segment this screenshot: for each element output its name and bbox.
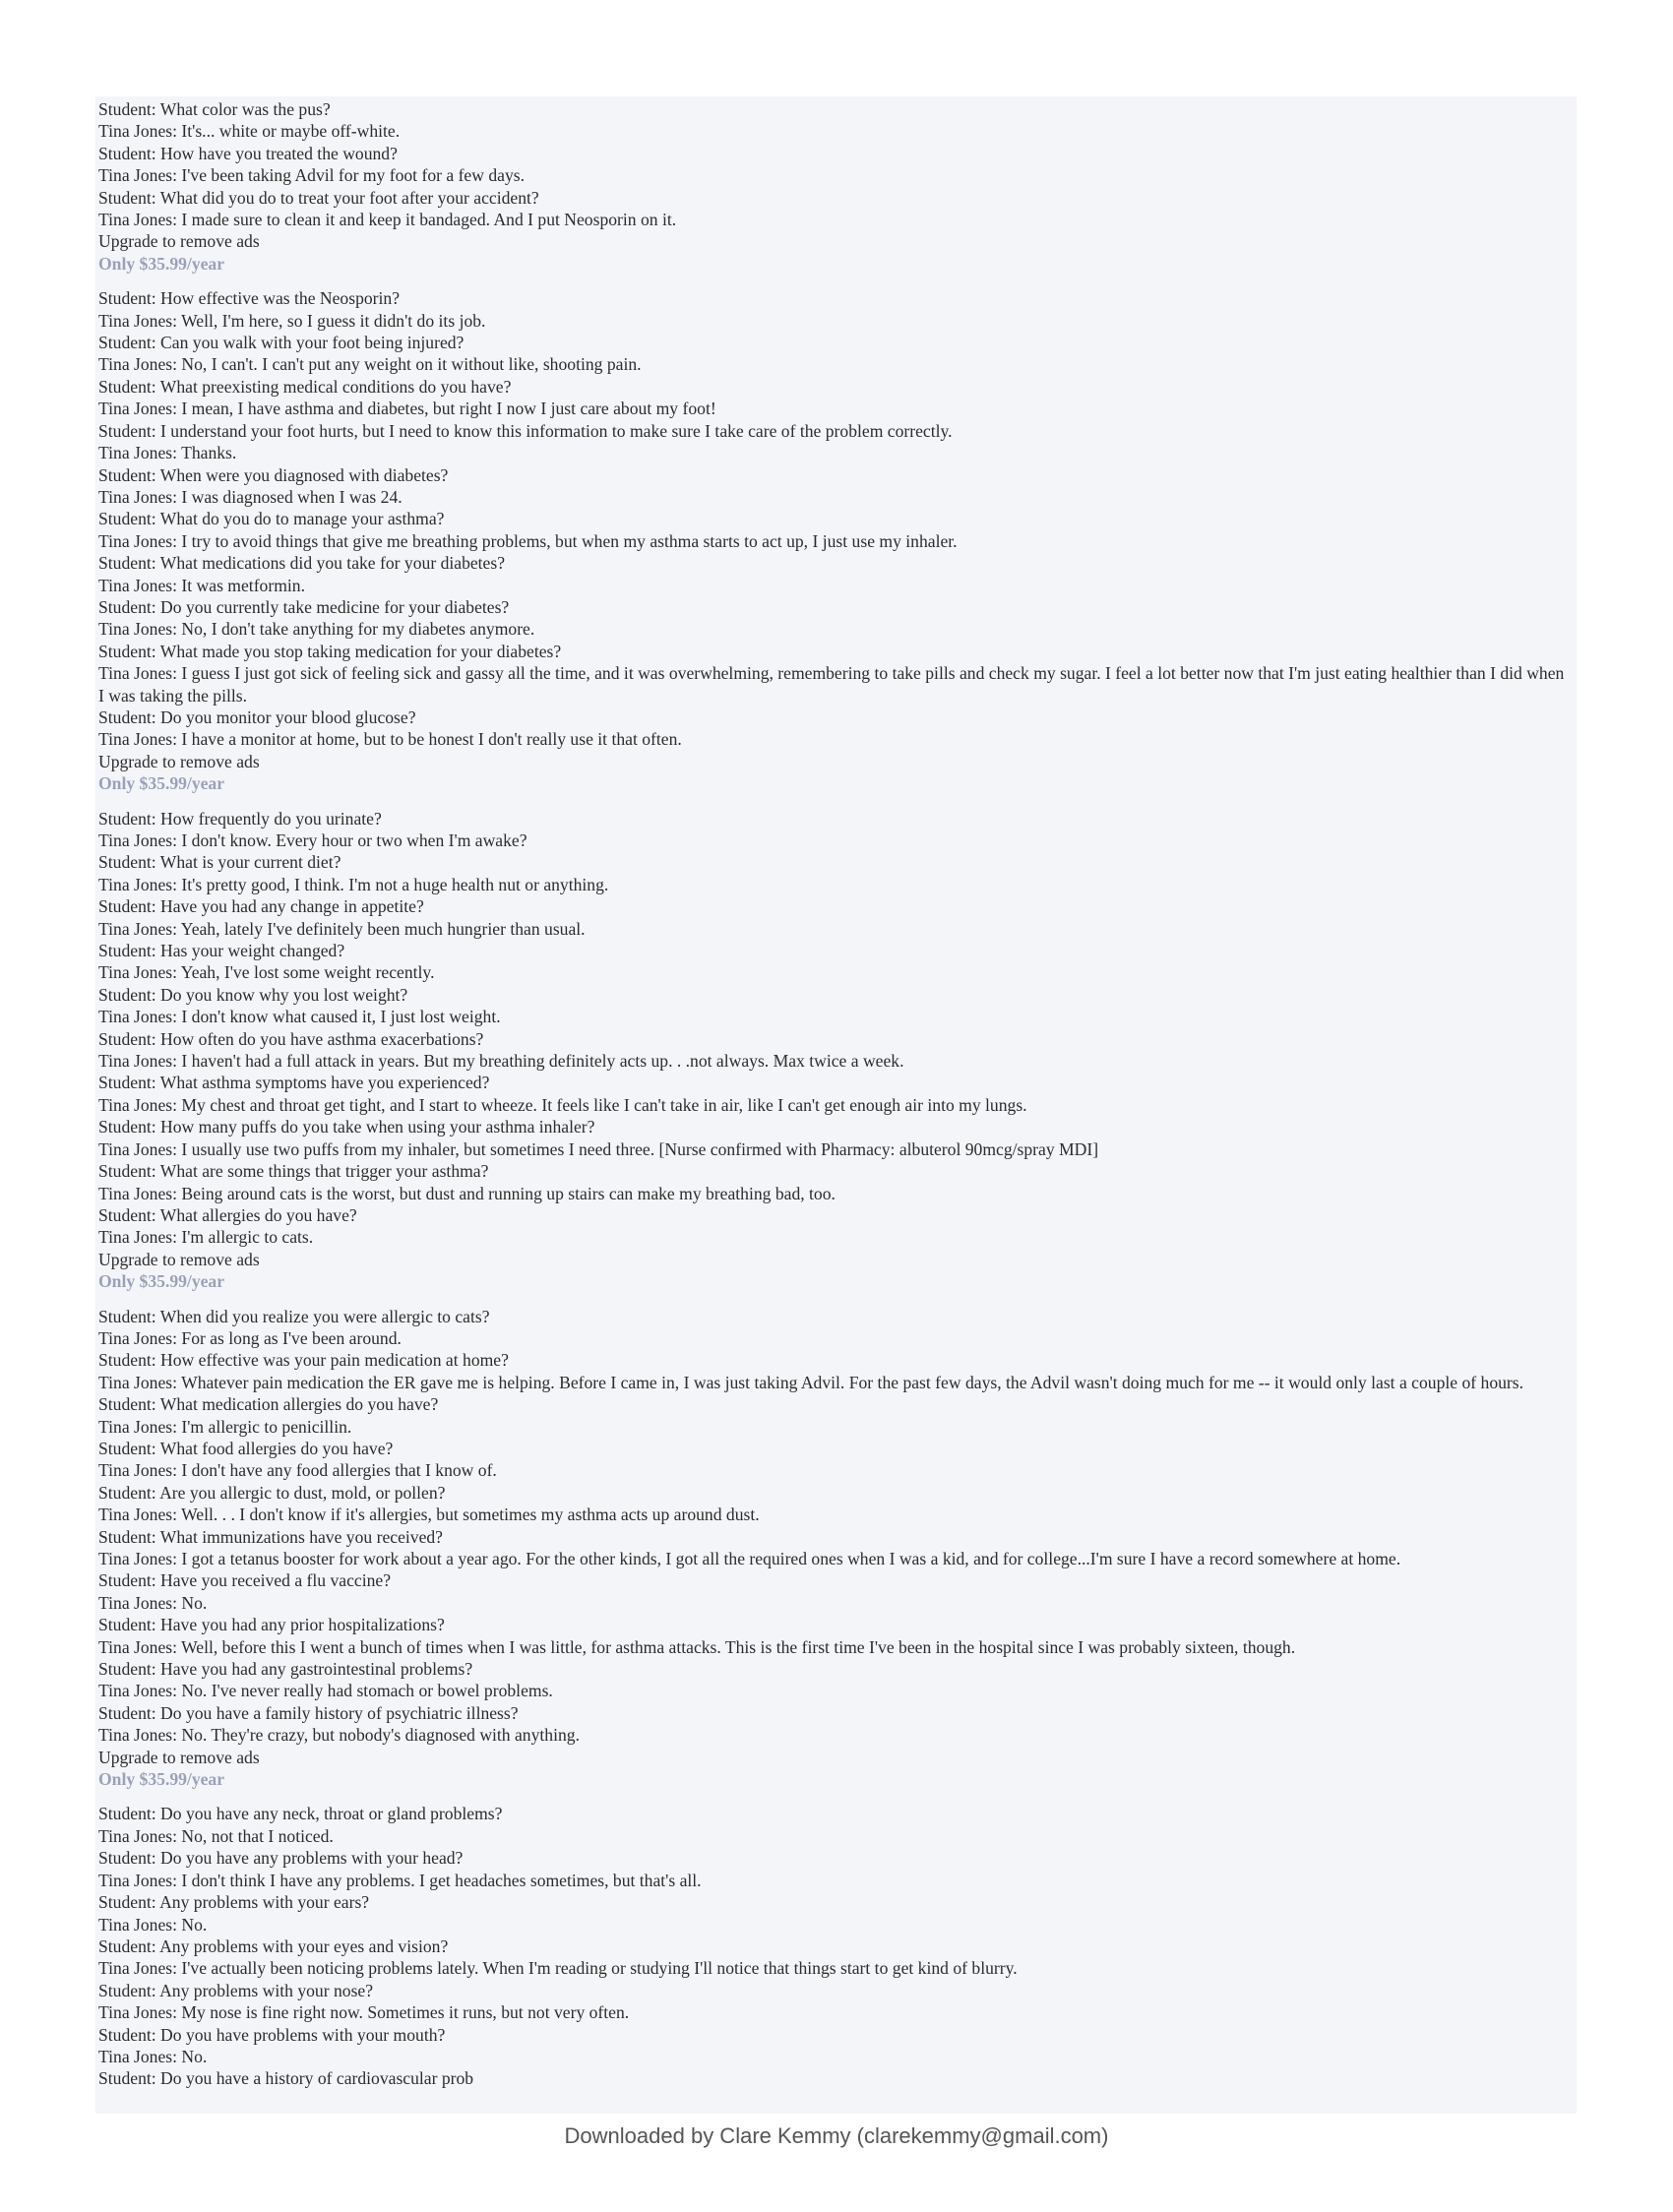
white-overlay	[607, 2145, 1259, 2212]
transcript-line: Student: Do you currently take medicine for your diabetes?	[98, 596, 510, 617]
transcript-line: Student: What allergies do you have?	[98, 1204, 357, 1225]
transcript-line: Student: Have you had any gastrointestinal problems?	[98, 1659, 473, 1680]
transcript-line: Tina Jones: No.	[98, 2046, 208, 2066]
transcript-line: Student: What preexisting medical conditions do you have?	[98, 376, 512, 397]
transcript-section	[98, 287, 1570, 794]
ad-price[interactable]: Only $35.99/year	[98, 1271, 225, 1292]
transcript-line: Tina Jones: No.	[98, 1914, 208, 1935]
transcript-line: Tina Jones: Yeah, lately I've definitely been much hungrier than usual.	[98, 918, 586, 939]
transcript-line: Tina Jones: Whatever pain medication the ER gave me is helping. Before I came in, I was just taking Advil. For the past few days, the Advil wasn't doing much for me -- it would only last a couple of hours.	[98, 1372, 1524, 1392]
transcript-line: Tina Jones: I don't have any food allergies that I know of.	[98, 1460, 497, 1481]
transcript-line: Tina Jones: Being around cats is the worst, but dust and running up stairs can make my breathing bad, too.	[98, 1183, 836, 1203]
transcript-line: Student: What asthma symptoms have you experienced?	[98, 1073, 490, 1093]
document-page	[95, 96, 1577, 2114]
transcript-line: Student: What food allergies do you have?	[98, 1438, 394, 1458]
transcript-line: Tina Jones: I don't think I have any problems. I get headaches sometimes, but that's all.	[98, 1870, 702, 1890]
transcript-line: Tina Jones: No, I don't take anything for my diabetes anymore.	[98, 619, 535, 640]
transcript-line: Student: When did you realize you were allergic to cats?	[98, 1306, 490, 1326]
transcript-line: Tina Jones: I've been taking Advil for my foot for a few days.	[98, 165, 525, 186]
transcript-line: Tina Jones: I've actually been noticing problems lately. When I'm reading or studying I'll notice that things start to get kind of blurry.	[98, 1958, 1018, 1979]
transcript-line: Student: Do you know why you lost weight?	[98, 984, 408, 1005]
transcript-line: Student: Are you allergic to dust, mold, or pollen?	[98, 1482, 446, 1503]
upgrade-link[interactable]: Upgrade to remove ads	[98, 1747, 260, 1767]
transcript-line: Student: How effective was the Neosporin?	[98, 288, 401, 309]
ad-price[interactable]: Only $35.99/year	[98, 253, 225, 274]
upgrade-link[interactable]: Upgrade to remove ads	[98, 1249, 260, 1269]
transcript-line: Tina Jones: It was metformin.	[98, 575, 305, 595]
transcript-line: Student: How many puffs do you take when using your asthma inhaler?	[98, 1117, 595, 1137]
transcript-line: Student: How have you treated the wound?	[98, 143, 398, 163]
transcript-line: Tina Jones: I was diagnosed when I was 24.	[98, 486, 403, 507]
upgrade-link[interactable]: Upgrade to remove ads	[98, 231, 260, 252]
transcript-line: Student: What medications did you take for your diabetes?	[98, 553, 506, 574]
transcript-line: Tina Jones: I haven't had a full attack in years. But my breathing definitely acts up. . .not always. Max twice a week.	[98, 1051, 904, 1072]
transcript-line: Tina Jones: I usually use two puffs from my inhaler, but sometimes I need three. [Nurse confirmed with Pharmacy: albuterol 90mcg/spray MDI]	[98, 1138, 1099, 1159]
transcript-section	[98, 98, 1570, 275]
transcript-line: Tina Jones: My chest and throat get tight, and I start to wheeze. It feels like I can't take in air, like I can't get enough air into my lungs.	[98, 1094, 1027, 1115]
transcript-line: Tina Jones: Well. . . I don't know if it's allergies, but sometimes my asthma acts up around dust.	[98, 1505, 760, 1525]
transcript-line: Tina Jones: I'm allergic to penicillin.	[98, 1416, 352, 1437]
transcript-line: Tina Jones: I don't know what caused it, I just lost weight.	[98, 1007, 501, 1027]
transcript-line: Tina Jones: Well, before this I went a bunch of times when I was little, for asthma attacks. This is the first time I've been in the hospital since I was probably sixteen, though.	[98, 1636, 1296, 1657]
download-footer: Downloaded by Clare Kemmy (clarekemmy@gmail.com)	[564, 2123, 1109, 2148]
transcript-line: Tina Jones: No.	[98, 1592, 208, 1613]
transcript-line: Student: Have you received a flu vaccine?	[98, 1570, 392, 1591]
transcript-line: Student: Do you have any problems with your head?	[98, 1848, 464, 1869]
transcript-section	[98, 808, 1570, 1293]
ad-price[interactable]: Only $35.99/year	[98, 1769, 225, 1790]
transcript-line: Student: How effective was your pain medication at home?	[98, 1350, 509, 1371]
transcript-line: Tina Jones: Yeah, I've lost some weight recently.	[98, 962, 435, 983]
transcript-line: Tina Jones: No. They're crazy, but nobody's diagnosed with anything.	[98, 1725, 580, 1746]
transcript-line: Tina Jones: No. I've never really had stomach or bowel problems.	[98, 1681, 553, 1701]
transcript-line: Student: Any problems with your nose?	[98, 1980, 374, 2000]
transcript-line: Tina Jones: I made sure to clean it and keep it bandaged. And I put Neosporin on it.	[98, 210, 677, 230]
transcript-line: Student: When were you diagnosed with diabetes?	[98, 464, 449, 485]
transcript-line: Tina Jones: It's... white or maybe off-white.	[98, 121, 401, 142]
transcript-line: Student: Have you had any prior hospitalizations?	[98, 1615, 445, 1635]
transcript-section	[98, 1803, 1570, 2089]
transcript-line: Student: Has your weight changed?	[98, 941, 345, 961]
transcript-line: Student: Any problems with your ears?	[98, 1892, 370, 1913]
transcript-line: Student: Do you monitor your blood glucose?	[98, 707, 416, 727]
transcript-line: Tina Jones: I try to avoid things that give me breathing problems, but when my asthma starts to act up, I just use my inhaler.	[98, 530, 958, 551]
transcript	[98, 98, 1570, 2090]
transcript-line: Student: Do you have problems with your mouth?	[98, 2024, 446, 2045]
transcript-line: Student: How often do you have asthma exacerbations?	[98, 1028, 484, 1049]
transcript-section	[98, 1306, 1570, 1791]
transcript-line: Student: I understand your foot hurts, but I need to know this information to make sure I take care of the problem correctly.	[98, 420, 953, 441]
transcript-line: Tina Jones: I got a tetanus booster for work about a year ago. For the other kinds, I got all the required ones when I was a kid, and for college...I'm sure I have a record somewhere at home.	[98, 1549, 1401, 1568]
transcript-line: Student: What is your current diet?	[98, 852, 341, 873]
transcript-line: Student: What immunizations have you received?	[98, 1526, 443, 1547]
transcript-line: Tina Jones: My nose is fine right now. Sometimes it runs, but not very often.	[98, 2002, 630, 2023]
transcript-line: Tina Jones: It's pretty good, I think. I'm not a huge health nut or anything.	[98, 874, 609, 894]
transcript-line: Tina Jones: For as long as I've been around.	[98, 1327, 402, 1348]
transcript-line: Tina Jones: I have a monitor at home, but to be honest I don't really use it that often.	[98, 729, 682, 750]
transcript-line: Student: What did you do to treat your foot after your accident?	[98, 187, 539, 208]
transcript-line: Student: Do you have any neck, throat or gland problems?	[98, 1804, 503, 1824]
transcript-line: Tina Jones: No, I can't. I can't put any weight on it without like, shooting pain.	[98, 354, 642, 375]
transcript-line: Tina Jones: I mean, I have asthma and diabetes, but right I now I just care about my foot!	[98, 399, 716, 419]
transcript-line: Student: What made you stop taking medication for your diabetes?	[98, 641, 562, 661]
transcript-line: Student: Any problems with your eyes and vision?	[98, 1936, 449, 1956]
ad-price[interactable]: Only $35.99/year	[98, 773, 225, 794]
transcript-line: Student: Do you have a history of cardiovascular prob	[98, 2068, 474, 2089]
transcript-line: Tina Jones: No, not that I noticed.	[98, 1825, 334, 1846]
transcript-line: Student: What are some things that trigger your asthma?	[98, 1161, 489, 1182]
transcript-line: Student: Do you have a family history of psychiatric illness?	[98, 1702, 519, 1723]
transcript-line: Tina Jones: Thanks.	[98, 443, 237, 463]
transcript-line: Student: Have you had any change in appetite?	[98, 896, 424, 917]
transcript-line: Tina Jones: I'm allergic to cats.	[98, 1227, 314, 1248]
transcript-line: Tina Jones: I guess I just got sick of feeling sick and gassy all the time, and it was overwhelming, remembering to take pills and check my sugar. I feel a lot better now that I'm just eating healthier than I did when I was taking the pills.	[98, 663, 1565, 706]
transcript-line: Tina Jones: I don't know. Every hour or two when I'm awake?	[98, 830, 527, 850]
transcript-line: Student: What medication allergies do you have?	[98, 1394, 439, 1415]
transcript-line: Tina Jones: Well, I'm here, so I guess it didn't do its job.	[98, 310, 486, 331]
upgrade-link[interactable]: Upgrade to remove ads	[98, 751, 260, 771]
transcript-line: Student: How frequently do you urinate?	[98, 808, 382, 829]
transcript-line: Student: Can you walk with your foot being injured?	[98, 333, 465, 353]
transcript-line: Student: What color was the pus?	[98, 99, 331, 119]
transcript-line: Student: What do you do to manage your asthma?	[98, 509, 445, 529]
